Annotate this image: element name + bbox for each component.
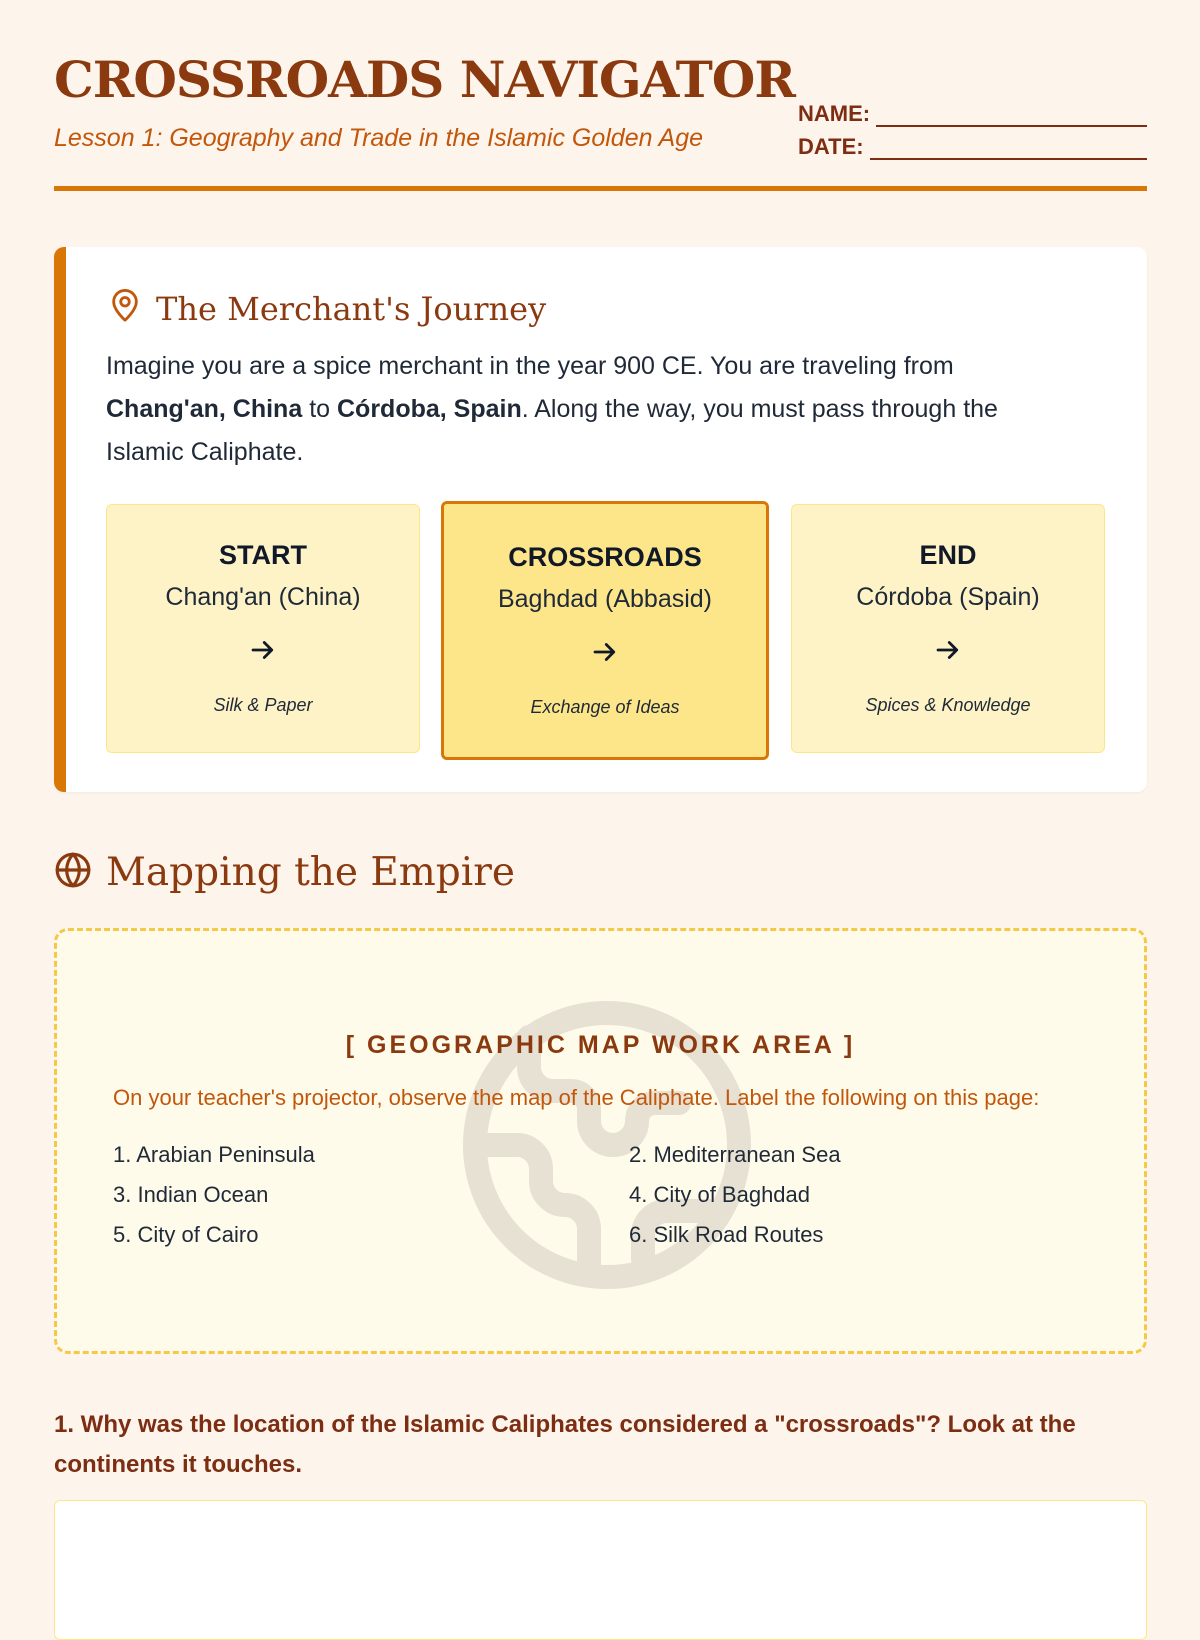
mapping-section-heading bbox=[54, 850, 515, 895]
worksheet-header bbox=[54, 0, 1147, 194]
header-divider bbox=[54, 186, 1147, 191]
merchant-journey-card bbox=[54, 247, 1147, 792]
list-item: 1. Arabian Peninsula bbox=[113, 1142, 315, 1167]
stop-label: START bbox=[219, 540, 307, 570]
stop-place: Baghdad (Abbasid) bbox=[497, 585, 713, 613]
arrow-right-icon bbox=[444, 635, 766, 669]
stop-goods: Spices & Knowledge bbox=[865, 695, 1031, 715]
journey-text-outro: . Along the way, you must pass through the Islamic Caliphate. bbox=[106, 395, 998, 466]
stop-place: Chang'an (China) bbox=[165, 583, 361, 611]
journey-origin: Chang'an, China bbox=[106, 395, 303, 423]
date-blank-line[interactable] bbox=[870, 136, 1147, 160]
page-title: CROSSROADS NAVIGATOR bbox=[54, 50, 795, 109]
date-field[interactable] bbox=[798, 127, 1147, 160]
globe-icon bbox=[54, 851, 92, 894]
stop-label: CROSSROADS bbox=[508, 542, 702, 572]
question-1-answer-box[interactable] bbox=[54, 1500, 1147, 1640]
map-work-area[interactable] bbox=[54, 928, 1147, 1354]
route-stop-crossroads bbox=[441, 501, 769, 760]
list-item: 5. City of Cairo bbox=[113, 1222, 259, 1247]
stop-label: END bbox=[919, 540, 977, 570]
section-title: Mapping the Empire bbox=[106, 850, 515, 895]
journey-destination: Córdoba, Spain bbox=[337, 395, 522, 423]
route-stops bbox=[106, 504, 1106, 754]
map-instructions: On your teacher's projector, observe the map of the Caliphate. Label the following on this page: bbox=[113, 1085, 1040, 1110]
stop-goods: Exchange of Ideas bbox=[530, 697, 680, 717]
map-pin-icon bbox=[108, 287, 142, 330]
stop-goods: Silk & Paper bbox=[213, 695, 313, 715]
stop-place: Córdoba (Spain) bbox=[856, 583, 1040, 611]
list-item: 2. Mediterranean Sea bbox=[629, 1142, 841, 1167]
journey-heading bbox=[108, 287, 546, 330]
arrow-right-icon bbox=[107, 633, 419, 667]
list-item: 3. Indian Ocean bbox=[113, 1182, 269, 1207]
route-stop-end bbox=[791, 504, 1105, 753]
journey-title: The Merchant's Journey bbox=[156, 289, 547, 328]
name-blank-line[interactable] bbox=[876, 103, 1147, 127]
date-label: DATE: bbox=[798, 134, 864, 159]
lesson-subtitle: Lesson 1: Geography and Trade in the Islamic Golden Age bbox=[54, 124, 703, 152]
name-label: NAME: bbox=[798, 101, 871, 126]
list-item: 4. City of Baghdad bbox=[629, 1182, 811, 1207]
journey-connector: to bbox=[309, 395, 331, 423]
journey-text-intro: Imagine you are a spice merchant in the year 900 CE. You are traveling from bbox=[106, 352, 954, 380]
worksheet-page bbox=[54, 0, 1147, 1478]
journey-description bbox=[106, 345, 1066, 474]
list-item: 6. Silk Road Routes bbox=[629, 1222, 824, 1247]
map-area-heading: [ GEOGRAPHIC MAP WORK AREA ] bbox=[345, 1031, 856, 1059]
student-info-fields bbox=[798, 94, 1147, 160]
question-1-prompt: 1. Why was the location of the Islamic Caliphates considered a "crossroads"? Look at the continents it touches. bbox=[54, 1411, 1076, 1478]
name-field[interactable] bbox=[798, 94, 1147, 127]
arrow-right-icon bbox=[792, 633, 1104, 667]
route-stop-start bbox=[106, 504, 420, 753]
